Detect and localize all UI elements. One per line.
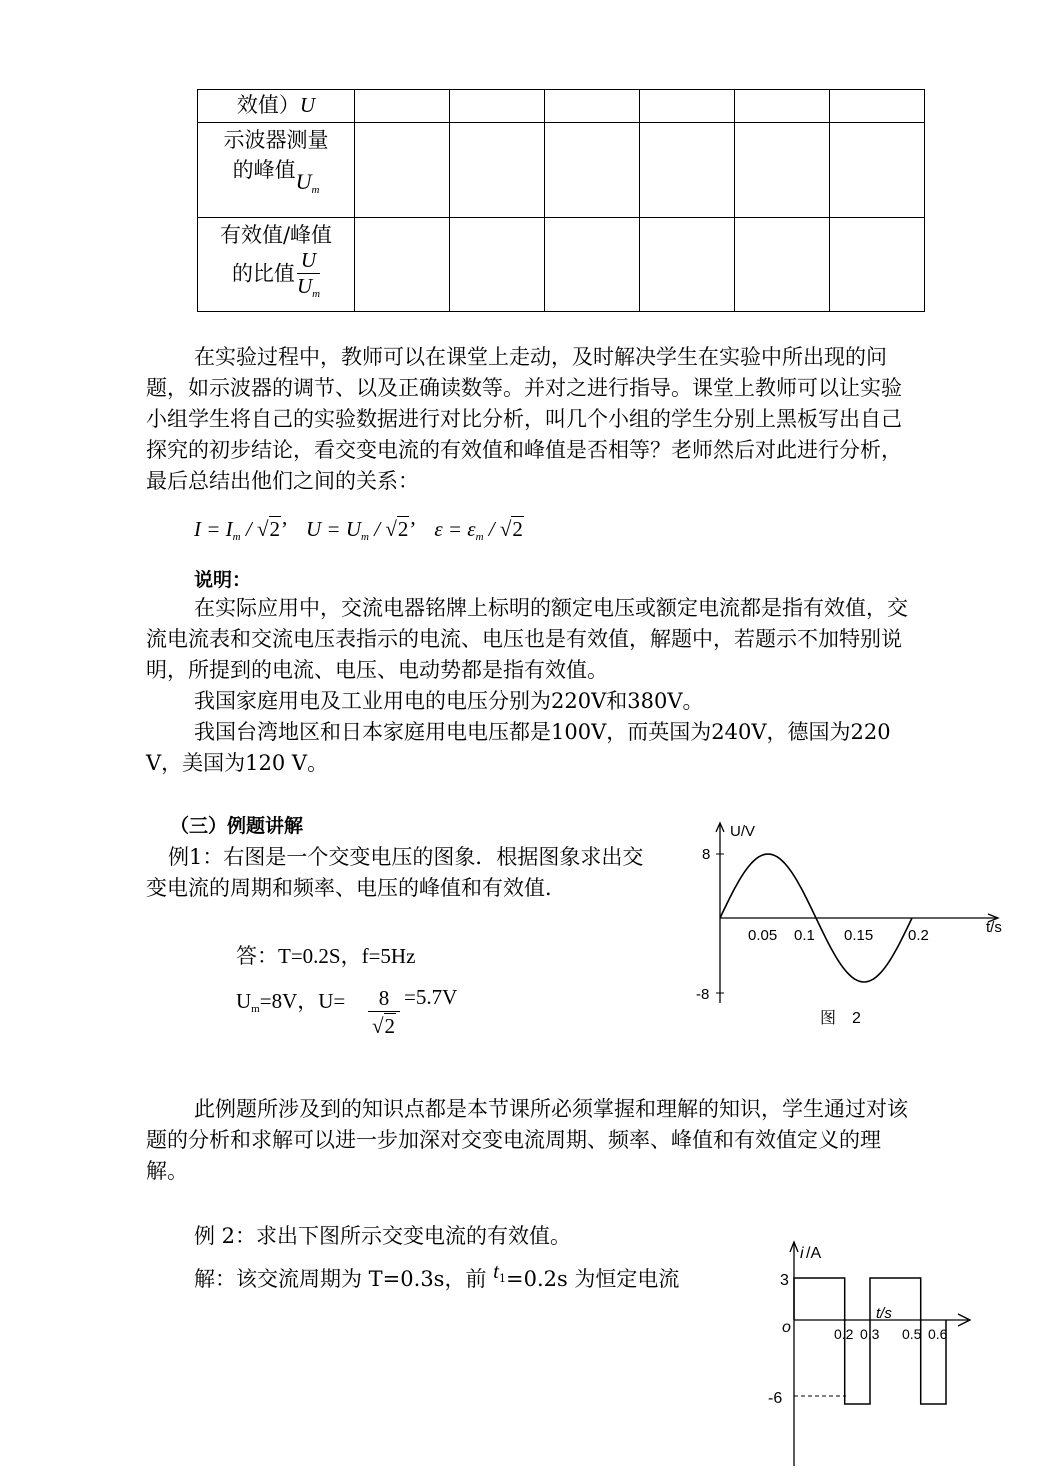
formula-u: U = U bbox=[306, 517, 362, 541]
row-label bbox=[198, 218, 355, 312]
table-cell bbox=[355, 218, 450, 312]
x-tick-label: 0.5 bbox=[902, 1326, 922, 1342]
fraction-numerator: U bbox=[297, 250, 320, 274]
fraction-denominator bbox=[297, 274, 320, 300]
example2-solution bbox=[194, 1259, 680, 1293]
table-cell bbox=[735, 123, 830, 218]
answer-frac-den: √2 bbox=[371, 1014, 396, 1038]
formula-slash: / bbox=[483, 517, 500, 541]
row-label-sub: m bbox=[311, 184, 320, 196]
figure-2-chart bbox=[680, 818, 1020, 1038]
section-heading: （三）例题讲解 bbox=[170, 815, 304, 837]
formula-sub: m bbox=[232, 531, 241, 543]
answer-u: U bbox=[236, 989, 252, 1013]
table-cell bbox=[450, 218, 545, 312]
table-row bbox=[198, 123, 925, 218]
table-cell bbox=[545, 123, 640, 218]
figure-caption: 图 2 bbox=[820, 1010, 861, 1027]
formula-sub: m bbox=[475, 531, 484, 543]
answer-sub: m bbox=[251, 1003, 260, 1015]
table-row bbox=[198, 90, 925, 123]
y-tick-label: -6 bbox=[768, 1390, 783, 1407]
table-cell bbox=[640, 123, 735, 218]
table-cell bbox=[545, 90, 640, 123]
answer-sqrt-arg: 2 bbox=[384, 1014, 396, 1038]
note-paragraph: 我国台湾地区和日本家庭用电电压都是100V，而英国为240V，德国为220 V，美国为120 V。 bbox=[146, 720, 891, 775]
row-label-var: U bbox=[299, 93, 316, 117]
x-axis-label: t/s bbox=[986, 919, 1002, 936]
formula-sqrt-arg: 2 bbox=[397, 517, 409, 541]
x-tick-label: 0.1 bbox=[794, 927, 815, 944]
solution-text: =0.2s 为恒定电流 bbox=[505, 1267, 680, 1291]
row-label-text-2 bbox=[198, 250, 354, 300]
answer-text: =8V，U= bbox=[259, 989, 346, 1013]
example2-question: 例 2：求出下图所示交变电流的有效值。 bbox=[194, 1224, 572, 1248]
formula-i: I = I bbox=[194, 517, 233, 541]
formula-sqrt-arg: 2 bbox=[269, 517, 280, 541]
y-axis-label: U/V bbox=[730, 823, 756, 840]
x-tick-label: 0.2 bbox=[908, 927, 929, 944]
table-cell bbox=[355, 123, 450, 218]
example1-answer-2 bbox=[236, 985, 345, 1015]
formula-sqrt-arg: 2 bbox=[512, 517, 523, 541]
solution-text: 解：该交流周期为 T=0.3s，前 bbox=[194, 1267, 494, 1291]
paragraph-text: 在实验过程中，教师可以在课堂上走动，及时解决学生在实验中所出现的问题，如示波器的调节、以及正确读数等。并对之进行指导。课堂上教师可以让实验小组学生将自己的实验数据进行对比分析，叫几个小组的学生分别上黑板写出自己探究的初步结论，看交变电流的有效值和峰值是否相等？老师然后对此进行分析，最后总结出他们之间的关系： bbox=[146, 345, 902, 493]
table-row bbox=[198, 218, 925, 312]
row-label-text: 的比值 bbox=[231, 261, 295, 286]
example1-answer-1: 答：T=0.2S，f=5Hz bbox=[236, 944, 416, 968]
answer-fraction bbox=[368, 985, 400, 1040]
note-paragraph: 我国家庭用电及工业用电的电压分别为220V和380V。 bbox=[194, 689, 704, 713]
note-heading: 说明： bbox=[194, 569, 252, 591]
answer-frac-num: 8 bbox=[368, 985, 400, 1012]
row-label-text: 示波器测量 bbox=[223, 128, 329, 152]
x-tick-label: 0.2 bbox=[834, 1326, 854, 1342]
fraction-den-var: U bbox=[296, 274, 313, 298]
table-cell bbox=[640, 90, 735, 123]
table-cell bbox=[355, 90, 450, 123]
formula-line: $I = I_m / √2$’ $U = U_m / √2$’ $\varepsilon = \varepsilon_m / √2$ bbox=[194, 517, 523, 543]
table-cell bbox=[450, 123, 545, 218]
formula-e: ε = ε bbox=[434, 517, 476, 541]
paragraph-1 bbox=[146, 342, 922, 497]
table-cell bbox=[735, 90, 830, 123]
row-label bbox=[198, 90, 355, 123]
solution-t: t bbox=[493, 1259, 499, 1283]
note-section bbox=[146, 593, 922, 779]
figure-3-chart bbox=[762, 1238, 982, 1470]
example1-question bbox=[146, 842, 652, 904]
table-cell bbox=[830, 218, 925, 312]
current-series-line bbox=[794, 1278, 946, 1404]
ratio-fraction bbox=[297, 250, 320, 300]
table-cell bbox=[450, 90, 545, 123]
paragraph-2 bbox=[146, 1094, 922, 1187]
paragraph-text: 此例题所涉及到的知识点都是本节课所必须掌握和理解的知识，学生通过对该题的分析和求解可以进一步加深对交变电流周期、频率、峰值和有效值定义的理解。 bbox=[146, 1097, 908, 1183]
example1-question-text: 例1：右图是一个交变电压的图象．根据图象求出交变电流的周期和频率、电压的峰值和有效值． bbox=[146, 845, 644, 900]
note-paragraph: 在实际应用中，交流电器铭牌上标明的额定电压或额定电流都是指有效值，交流电流表和交流电压表指示的电流、电压也是有效值，解题中，若题示不加特别说明，所提到的电流、电压、电动势都是指有效值。 bbox=[146, 596, 908, 682]
table-cell bbox=[735, 218, 830, 312]
origin-label: o bbox=[782, 1319, 791, 1336]
row-label bbox=[198, 123, 355, 218]
x-tick-label: 0.3 bbox=[860, 1326, 880, 1342]
fraction-den-sub: m bbox=[312, 288, 321, 300]
row-label-text: 有效值/峰值 bbox=[219, 223, 333, 247]
formula-slash: / bbox=[368, 517, 386, 541]
formula-sub: m bbox=[361, 531, 369, 543]
formula-sep: ’ bbox=[409, 517, 417, 541]
data-table bbox=[197, 89, 925, 312]
solution-t-sub: 1 bbox=[498, 1272, 506, 1285]
x-tick-label: 0.15 bbox=[844, 927, 874, 944]
table-cell bbox=[830, 123, 925, 218]
row-label-text: 效值） bbox=[236, 93, 300, 117]
y-tick-label: 8 bbox=[702, 846, 711, 863]
row-label-var: U bbox=[295, 169, 312, 194]
table-cell bbox=[640, 218, 735, 312]
y-axis-label: i bbox=[800, 1245, 804, 1262]
formula-slash: / bbox=[240, 517, 257, 541]
table-cell bbox=[830, 90, 925, 123]
formula-sep: ’ bbox=[281, 517, 288, 541]
x-tick-label: 0.05 bbox=[748, 927, 778, 944]
y-tick-label: -8 bbox=[696, 986, 710, 1003]
table-cell bbox=[545, 218, 640, 312]
x-tick-label: 0.6 bbox=[928, 1326, 948, 1342]
y-tick-label: 3 bbox=[780, 1272, 789, 1289]
answer-result: =5.7V bbox=[404, 985, 458, 1009]
x-axis-label: t/s bbox=[876, 1305, 892, 1322]
row-label-text-2 bbox=[198, 155, 354, 196]
y-axis-unit: /A bbox=[806, 1245, 822, 1262]
row-label-text: 的峰值 bbox=[232, 158, 296, 182]
